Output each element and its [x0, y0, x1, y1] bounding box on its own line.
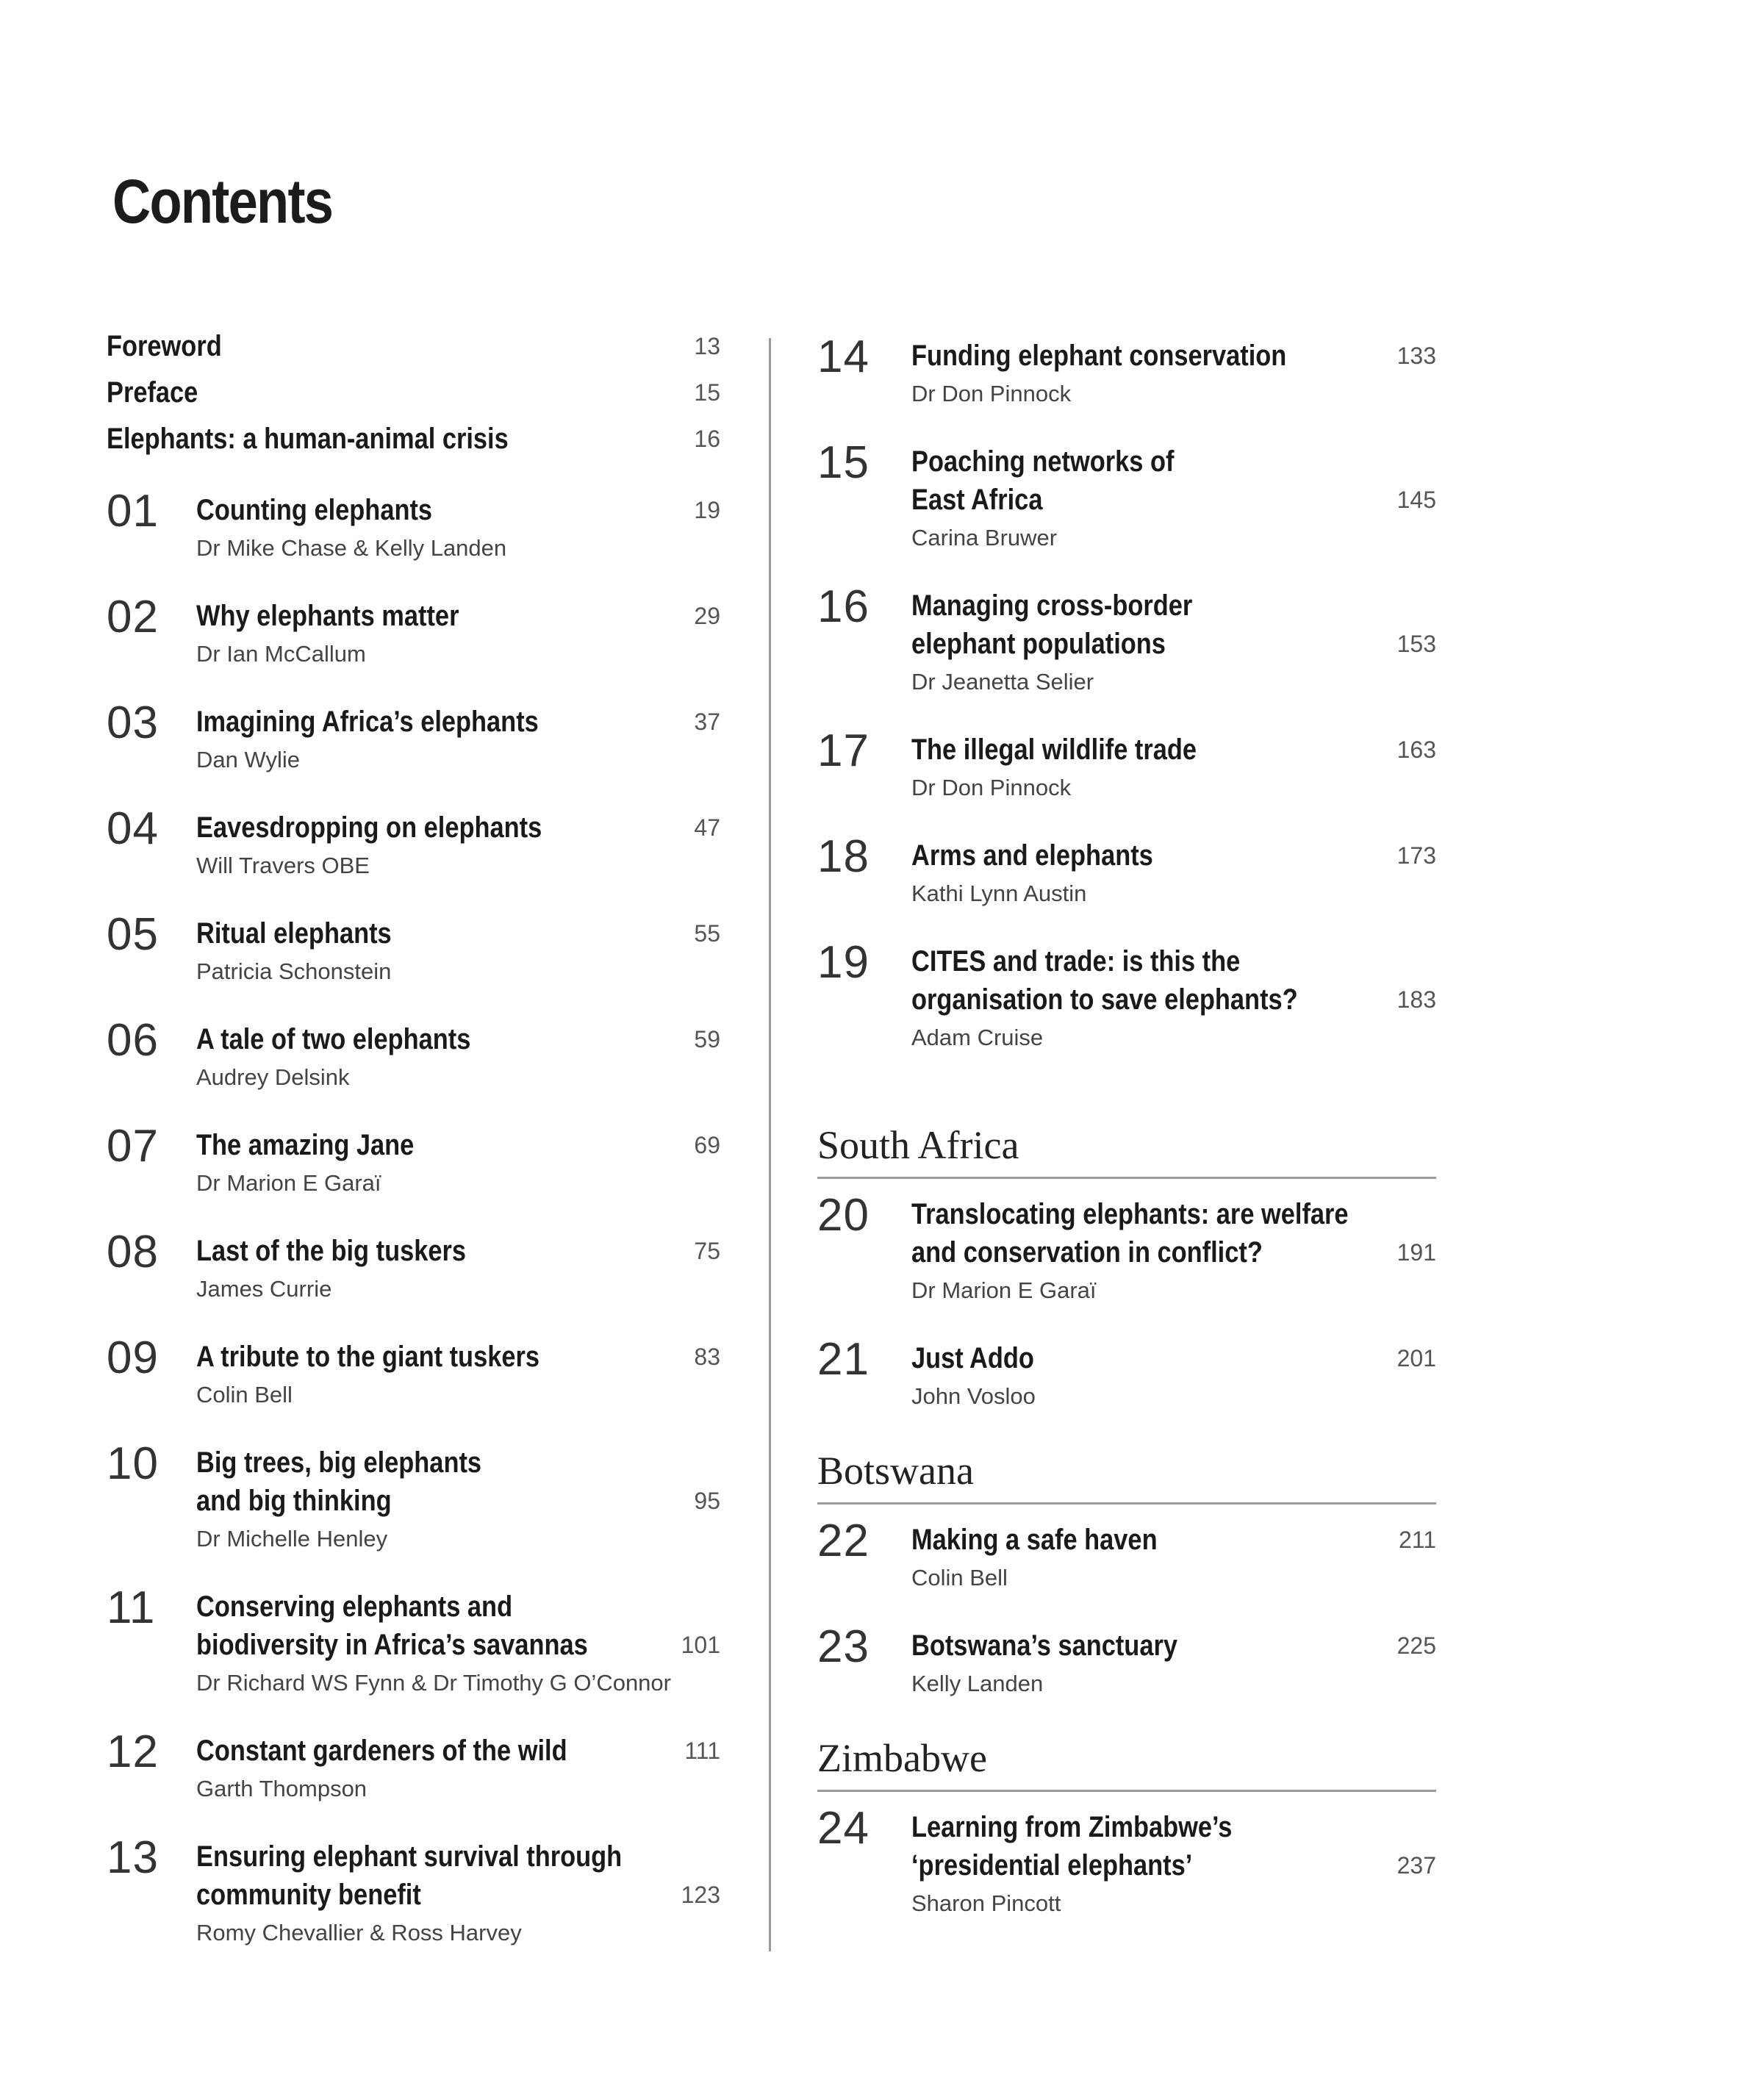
chapter-entry[interactable]: [817, 581, 1436, 701]
chapter-entry[interactable]: [107, 1015, 720, 1097]
chapter-entry[interactable]: [107, 697, 720, 779]
chapter-number: 22: [817, 1516, 870, 1566]
chapter-title-line: Last of the big tuskers: [196, 1235, 467, 1267]
chapter-body: [911, 1339, 1436, 1416]
chapter-number: 15: [817, 437, 870, 488]
chapter-author: Dr Don Pinnock: [911, 775, 1072, 800]
chapter-title-line: Why elephants matter: [196, 600, 459, 632]
chapter-body: [911, 442, 1436, 557]
chapter-number: 21: [817, 1334, 870, 1385]
chapter-title-line: The illegal wildlife trade: [911, 734, 1197, 766]
page-number: 101: [681, 1632, 720, 1658]
chapter-author: Dr Marion E Garaï: [196, 1170, 381, 1196]
chapter-body: [196, 703, 720, 779]
page-number: 55: [694, 920, 720, 947]
chapter-title: [911, 1195, 1436, 1272]
section-heading: Zimbabwe: [817, 1732, 1436, 1792]
chapter-title: [911, 942, 1436, 1019]
chapter-entry[interactable]: [107, 1121, 720, 1202]
chapter-author: Dr Mike Chase & Kelly Landen: [196, 535, 507, 561]
chapter-author: Patricia Schonstein: [196, 958, 392, 984]
chapter-number: 09: [107, 1333, 159, 1383]
chapter-entry[interactable]: [107, 1438, 720, 1558]
chapter-number: 05: [107, 909, 159, 960]
page-number: 201: [1396, 1345, 1436, 1371]
chapter-title: [911, 442, 1436, 519]
chapter-title: [196, 1444, 720, 1520]
chapter-body: [196, 1338, 720, 1414]
chapter-number: 17: [817, 725, 870, 776]
chapter-entry[interactable]: [817, 437, 1436, 557]
chapter-title-line: Making a safe haven: [911, 1524, 1158, 1556]
chapter-title-line: Just Addo: [911, 1342, 1034, 1374]
front-matter-item[interactable]: [107, 323, 720, 370]
chapter-number: 19: [817, 937, 870, 988]
chapter-author: Dan Wylie: [196, 747, 300, 772]
chapter-title-line: biodiversity in Africa’s savannas: [196, 1629, 588, 1661]
chapter-body: [911, 587, 1436, 701]
page-number: 69: [694, 1132, 720, 1158]
chapter-title: [196, 914, 720, 953]
chapter-entry[interactable]: [107, 1227, 720, 1308]
chapter-title-line: elephant populations: [911, 628, 1166, 660]
chapter-body: [911, 1627, 1436, 1703]
chapter-title: [196, 491, 720, 529]
chapter-title-line: Arms and elephants: [911, 839, 1153, 872]
chapter-title-line: and big thinking: [196, 1485, 392, 1517]
chapter-entry[interactable]: [817, 1190, 1436, 1310]
page-number: 123: [681, 1882, 720, 1908]
chapter-title: [196, 1232, 720, 1270]
chapter-title-line: The amazing Jane: [196, 1129, 415, 1161]
page-number: 145: [1396, 487, 1436, 513]
front-matter-title: Foreword: [107, 330, 222, 362]
chapter-title: [196, 703, 720, 741]
chapter-body: [196, 1837, 720, 1952]
page-number: 75: [694, 1238, 720, 1264]
contents-right-column: [817, 331, 1436, 1952]
page-number: 95: [694, 1488, 720, 1514]
chapter-number: 23: [817, 1621, 870, 1672]
chapter-title-line: Poaching networks of: [911, 445, 1175, 478]
column-divider: [769, 338, 771, 1951]
section-heading: Botswana: [817, 1445, 1436, 1505]
chapter-number: 03: [107, 697, 159, 748]
chapter-title: [196, 1837, 720, 1914]
chapter-author: Colin Bell: [196, 1382, 293, 1407]
chapter-number: 12: [107, 1726, 159, 1777]
chapter-title: [911, 587, 1436, 663]
page-number: 163: [1396, 736, 1436, 763]
chapter-number: 02: [107, 592, 159, 642]
page-number: 47: [694, 814, 720, 841]
page-number: 83: [694, 1344, 720, 1370]
chapter-author: Dr Michelle Henley: [196, 1526, 388, 1552]
page-title: Contents: [112, 167, 333, 237]
chapter-number: 10: [107, 1438, 159, 1489]
chapter-author: Colin Bell: [911, 1565, 1008, 1591]
chapter-entry[interactable]: [817, 1803, 1436, 1923]
chapter-title-line: Translocating elephants: are welfare: [911, 1198, 1349, 1230]
chapter-author: Carina Bruwer: [911, 525, 1058, 551]
chapter-author: Kelly Landen: [911, 1671, 1044, 1696]
chapter-body: [196, 1732, 720, 1808]
page-number: 191: [1396, 1239, 1436, 1266]
chapter-entry[interactable]: [107, 909, 720, 991]
chapter-entry[interactable]: [107, 592, 720, 673]
chapter-body: [911, 836, 1436, 913]
chapter-body: [911, 942, 1436, 1057]
page-number: 183: [1396, 986, 1436, 1013]
chapter-entry[interactable]: [817, 1621, 1436, 1703]
page-number: 15: [694, 379, 720, 406]
page-number: 173: [1396, 842, 1436, 869]
chapter-title: [911, 836, 1436, 875]
chapter-title-line: Managing cross-border: [911, 589, 1193, 622]
chapter-body: [196, 808, 720, 885]
chapter-title-line: and conservation in conflict?: [911, 1236, 1263, 1269]
chapter-body: [196, 1232, 720, 1308]
chapter-title: [196, 597, 720, 635]
chapter-author: James Currie: [196, 1276, 332, 1302]
page-number: 237: [1396, 1852, 1436, 1879]
chapter-entry[interactable]: [107, 1582, 720, 1702]
chapter-title: [196, 808, 720, 847]
page-number: 19: [694, 497, 720, 523]
chapter-body: [196, 597, 720, 673]
page-number: 153: [1396, 631, 1436, 657]
chapter-title: [196, 1126, 720, 1164]
chapter-title-line: Counting elephants: [196, 494, 433, 526]
chapter-body: [196, 914, 720, 991]
chapter-number: 01: [107, 486, 159, 537]
chapter-number: 18: [817, 831, 870, 882]
chapter-title-line: Botswana’s sanctuary: [911, 1629, 1177, 1662]
chapter-entry[interactable]: [107, 1333, 720, 1414]
chapter-entry[interactable]: [817, 1516, 1436, 1597]
chapter-entry[interactable]: [817, 1334, 1436, 1416]
chapter-title: [196, 1020, 720, 1058]
chapter-author: Dr Jeanetta Selier: [911, 669, 1094, 695]
chapter-entry[interactable]: [107, 1832, 720, 1952]
chapter-entry[interactable]: [107, 486, 720, 567]
chapter-body: [911, 731, 1436, 807]
chapter-list-left: [107, 486, 720, 1952]
chapter-title-line: Eavesdropping on elephants: [196, 811, 542, 844]
chapter-title: [196, 1732, 720, 1770]
front-matter-title: Preface: [107, 376, 198, 409]
chapter-author: Dr Don Pinnock: [911, 381, 1072, 406]
chapter-title: [911, 1627, 1436, 1665]
chapter-title-line: Conserving elephants and: [196, 1591, 513, 1623]
chapter-title-line: community benefit: [196, 1879, 421, 1911]
chapter-body: [911, 1195, 1436, 1310]
chapter-title: [196, 1588, 720, 1664]
chapter-number: 16: [817, 581, 870, 632]
chapter-author: Kathi Lynn Austin: [911, 881, 1087, 906]
section-heading: South Africa: [817, 1119, 1436, 1179]
chapter-body: [196, 1020, 720, 1097]
page-number: 37: [694, 709, 720, 735]
chapter-body: [196, 1126, 720, 1202]
chapter-title-line: Learning from Zimbabwe’s: [911, 1811, 1233, 1843]
chapter-title-line: Ensuring elephant survival through: [196, 1840, 623, 1873]
page-number: 29: [694, 603, 720, 629]
page-number: 13: [694, 333, 720, 359]
chapter-title-line: Funding elephant conservation: [911, 340, 1287, 372]
chapter-title-line: Big trees, big elephants: [196, 1446, 482, 1479]
chapter-number: 11: [107, 1582, 156, 1633]
chapter-title-line: organisation to save elephants?: [911, 983, 1298, 1016]
chapter-entry[interactable]: [817, 331, 1436, 413]
chapter-number: 20: [817, 1190, 870, 1241]
chapter-title-line: A tribute to the giant tuskers: [196, 1341, 539, 1373]
chapter-author: Dr Marion E Garaï: [911, 1277, 1097, 1303]
page-number: 133: [1396, 343, 1436, 369]
page-number: 211: [1398, 1527, 1436, 1553]
front-matter-item[interactable]: [107, 370, 720, 416]
chapter-body: [196, 1444, 720, 1558]
chapter-entry[interactable]: [817, 831, 1436, 913]
front-matter-item[interactable]: [107, 416, 720, 462]
chapter-body: [911, 337, 1436, 413]
chapter-author: John Vosloo: [911, 1383, 1036, 1409]
chapter-author: Will Travers OBE: [196, 853, 370, 878]
chapter-entry[interactable]: [107, 1726, 720, 1808]
chapter-author: Garth Thompson: [196, 1776, 368, 1801]
chapter-entry[interactable]: [817, 725, 1436, 807]
chapter-author: Audrey Delsink: [196, 1064, 350, 1090]
chapter-number: 14: [817, 331, 870, 382]
chapter-number: 08: [107, 1227, 159, 1277]
chapter-body: [911, 1521, 1436, 1597]
chapter-body: [196, 1588, 720, 1702]
chapter-title: [911, 731, 1436, 769]
chapter-title: [911, 337, 1436, 375]
chapter-number: 07: [107, 1121, 159, 1172]
chapter-author: Dr Ian McCallum: [196, 641, 366, 667]
page-number: 16: [694, 426, 720, 452]
chapter-title-line: Ritual elephants: [196, 917, 392, 950]
chapter-author: Dr Richard WS Fynn & Dr Timothy G O’Connor: [196, 1670, 671, 1696]
chapter-entry[interactable]: [817, 937, 1436, 1057]
front-matter-title: Elephants: a human-animal crisis: [107, 423, 509, 455]
front-matter-list: [107, 323, 720, 462]
chapter-number: 24: [817, 1803, 870, 1854]
chapter-title: [911, 1521, 1436, 1559]
chapter-title-line: Constant gardeners of the wild: [196, 1735, 567, 1767]
chapter-title-line: ‘presidential elephants’: [911, 1849, 1193, 1882]
chapter-body: [911, 1808, 1436, 1923]
chapter-title-line: CITES and trade: is this the: [911, 945, 1241, 978]
chapter-number: 06: [107, 1015, 159, 1066]
chapter-body: [196, 491, 720, 567]
chapter-entry[interactable]: [107, 803, 720, 885]
chapter-title-line: East Africa: [911, 484, 1043, 516]
page-number: 111: [684, 1737, 720, 1764]
chapter-title-line: Imagining Africa’s elephants: [196, 706, 539, 738]
page-number: 225: [1396, 1632, 1436, 1659]
chapter-title: [196, 1338, 720, 1376]
chapter-author: Adam Cruise: [911, 1025, 1044, 1050]
chapter-title: [911, 1339, 1436, 1377]
chapter-author: Romy Chevallier & Ross Harvey: [196, 1920, 522, 1945]
chapter-number: 13: [107, 1832, 159, 1883]
page-number: 59: [694, 1026, 720, 1052]
chapter-number: 04: [107, 803, 159, 854]
chapter-author: Sharon Pincott: [911, 1890, 1061, 1916]
chapter-title: [911, 1808, 1436, 1884]
contents-left-column: [107, 323, 720, 1982]
chapter-title-line: A tale of two elephants: [196, 1023, 471, 1055]
